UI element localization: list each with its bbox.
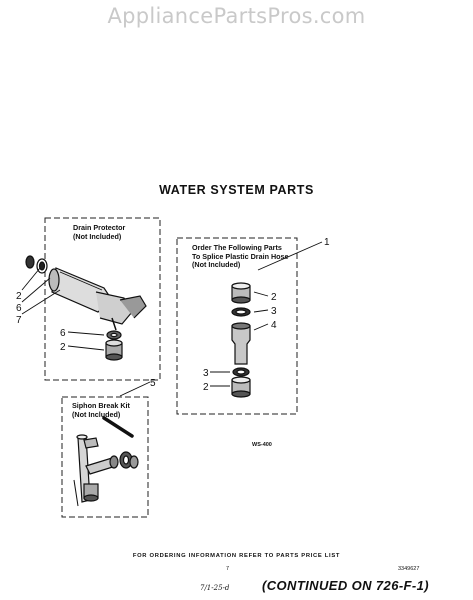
continued-note: (CONTINUED ON 726-F-1) [262, 578, 429, 593]
callout-drain-protector: 6 [60, 328, 66, 339]
callout-siphon: 5 [150, 378, 156, 389]
callout-drain-protector: 2 [60, 342, 66, 353]
page-number: 7 [226, 566, 230, 572]
callout-drain-protector: 2 [16, 291, 22, 302]
callout-splice: 2 [271, 292, 277, 303]
part-number: 3349627 [398, 566, 420, 572]
callout-splice: 2 [203, 382, 209, 393]
ordering-info: FOR ORDERING INFORMATION REFER TO PARTS PRICE LIST [132, 553, 341, 559]
drain-protector-assembly [26, 256, 146, 360]
siphon-break-kit-parts [74, 418, 138, 506]
splice-parts-stack [232, 283, 250, 397]
callout-drain-protector: 6 [16, 303, 22, 314]
callout-splice: 3 [203, 368, 209, 379]
figure-code: WS-400 [252, 442, 272, 448]
splice-parts-label-line1: Order The Following Parts [192, 243, 282, 252]
callout-drain-protector: 7 [16, 315, 22, 326]
drain-protector-label-line1: Drain Protector [73, 223, 126, 232]
page-title: WATER SYSTEM PARTS [159, 183, 314, 197]
watermark: AppliancePartsPros.com [107, 4, 366, 28]
splice-parts-label-line2: To Splice Plastic Drain Hose [192, 251, 289, 261]
callout-splice: 3 [271, 306, 277, 317]
leader-lines [22, 242, 322, 396]
splice-parts-label-line3: (Not Included) [192, 260, 241, 269]
callout-splice: 4 [271, 320, 277, 331]
callouts [16, 237, 330, 393]
callout-splice: 1 [324, 237, 330, 248]
drain-protector-label-line2: (Not Included) [73, 231, 122, 241]
siphon-break-kit-label-line2: (Not Included) [72, 409, 121, 419]
siphon-break-kit-label-line1: Siphon Break Kit [72, 401, 130, 410]
handwritten-note: 7/1-25-d [200, 584, 230, 592]
